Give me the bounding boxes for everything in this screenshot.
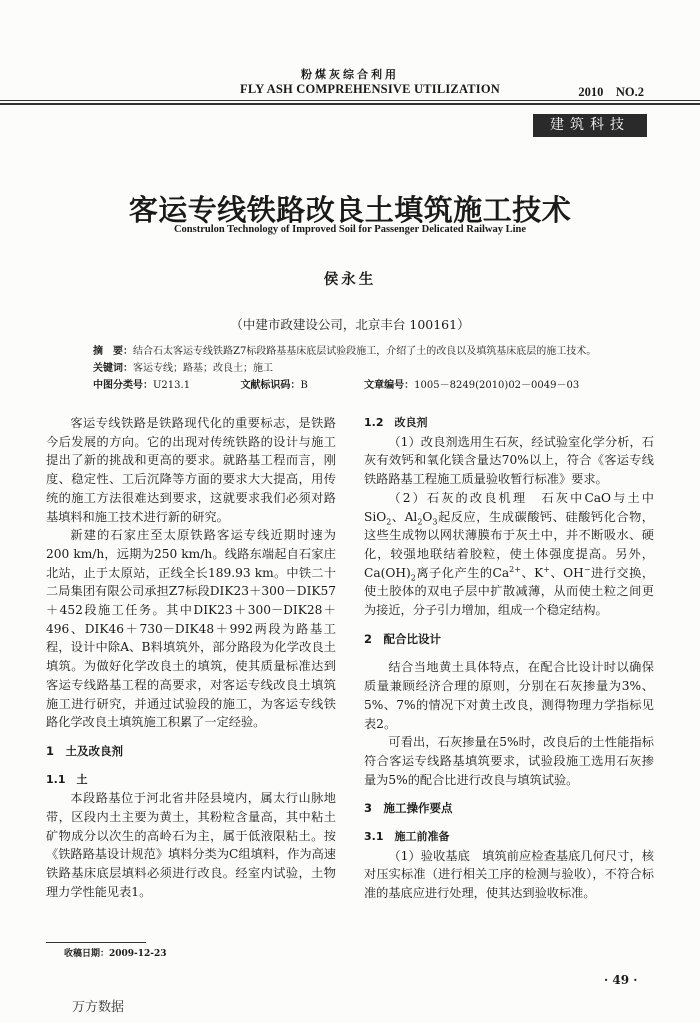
paragraph: 结合当地黄土具体特点，在配合比设计时以确保质量兼顾经济合理的原则，分别在石灰掺量为3%、5%、7%的情况下对黄土改良，测得物理力学指标见表2。	[364, 660, 654, 731]
clc-value: U213.1	[153, 380, 191, 391]
section-heading: 1 土及改良剂	[46, 743, 124, 758]
subsection-heading: 1.2 改良剂	[364, 416, 428, 429]
watermark: 万方数据	[72, 1000, 125, 1015]
paragraph: 可看出，石灰掺量在5%时，改良后的土性能指标符合客运专线路基填筑要求，试验段施工选用石灰掺量为5%的配合比进行改良与填筑试验。	[364, 735, 654, 787]
abstract-label: 摘 要：	[93, 346, 133, 357]
section-label: 建筑科技	[533, 114, 647, 137]
paragraph: （2）石灰的改良机理 石灰中CaO与土中SiO$_2$、$Al_2O_3$起反应，生成碳酸钙、硅酸钙化合物，这些生成物以网状薄膜布于灰土中，并不断吸水、硬化，较强地联结着胶粒，使土体强度提高。另外，$Ca(OH)_2$离子化产生的$Ca^{2+}$、K+、OH−进行交换，使土胶体的双电子层中扩散减薄，从而使土粒之间更为接近，分子引力增加，组成一个稳定结构。	[364, 490, 655, 618]
keywords	[93, 360, 653, 377]
paragraph: （1）改良剂选用生石灰，经试验室化学分析，石灰有效钙和氧化镁含量达70%以上，符合《客运专线铁路路基工程施工质量验收暂行标准》要求。	[364, 434, 654, 487]
doc-code-label: 文献标识码：	[240, 380, 301, 391]
header-rule	[0, 100, 700, 101]
doc-code-value: B	[300, 380, 308, 391]
subsection-heading: 3.1 施工前准备	[364, 830, 450, 844]
article-title-en: Construlon Technology of Improved Soil for Passenger Delicated Railway Line	[173, 224, 527, 235]
article-no-value: 1005－8249(2010)02－0049－03	[414, 380, 580, 391]
left-column	[46, 414, 336, 902]
journal-name-en: FLY ASH COMPREHENSIVE UTILIZATION	[240, 82, 501, 96]
clc-label: 中图分类号：	[93, 380, 153, 391]
paragraph: 客运专线铁路是铁路现代化的重要标志，是铁路今后发展的方向。它的出现对传统铁路的设计与施工提出了新的挑战和更高的要求。就路基工程而言，刚度、稳定性、工后沉降等方面的要求大大提高，用传统的施工方法很难达到要求，这就要求我们必须对路基填料和施工技术进行新的研究。	[46, 416, 336, 524]
author: 侯永生	[323, 271, 377, 288]
right-column	[364, 414, 654, 903]
received-date: 收稿日期：2009-12-23	[64, 949, 167, 959]
keywords-text: 客运专线；路基；改良土；施工	[133, 363, 273, 374]
paragraph: （1）验收基底 填筑前应检查基底几何尺寸，核对压实标准（进行相关工序的检测与验收），不符合标准的基底应进行处理，使其达到验收标准。	[364, 848, 654, 901]
subsection-heading: 1.1 土	[46, 772, 88, 786]
affiliation: （中建市政建设公司，北京丰台 100161）	[230, 317, 470, 332]
abstract	[93, 343, 653, 360]
journal-name-cn: 粉煤灰综合利用	[301, 68, 399, 81]
header-rule-thick	[0, 103, 700, 105]
article-no-label: 文章编号：	[364, 380, 415, 391]
keywords-label: 关键词：	[93, 363, 133, 374]
section-heading: 3 施工操作要点	[364, 801, 453, 816]
page-number: · 49 ·	[604, 973, 638, 987]
paragraph: 新建的石家庄至太原铁路客运专线近期时速为200 km/h，远期为250 km/h。线路东端起自石家庄北站，止于太原站，正线全长189.93 km。中铁二十二局集团有限公司承担Z7标段DIK23＋300－DIK57＋452段施工任务。其中DIK23＋300－DIK28＋496、DIK46＋730－DIK48＋992两段为路基工程，设计中除A、B料填筑外，部分路段为化学改良土填筑。为做好化学改良土的填筑，使其质量标准达到客运专线路基工程的高要求，对客运专线改良土填筑施工进行研究，并通过试验段的施工，为客运专线铁路化学改良土填筑施工积累了一定经验。	[46, 528, 336, 730]
paragraph: 本段路基位于河北省井陉县境内，属太行山脉地带，区段内土主要为黄土，其粉粒含量高，其中粘土矿物成分以次生的高岭石为主，属于低液限粘土。按《铁路路基设计规范》填料分类为C组填料，作为高速铁路基床底层填料必须进行改良。经室内试验，土物理力学性能见表1。	[46, 791, 336, 899]
issue-number: 2010 NO.2	[578, 85, 644, 99]
section-heading: 2 配合比设计	[364, 631, 442, 646]
classification-line	[93, 377, 653, 394]
abstract-text: 结合石太客运专线铁路Z7标段路基基床底层试验段施工，介绍了土的改良以及填筑基床底层的施工技术。	[133, 346, 597, 357]
footnote-rule	[46, 942, 146, 943]
article-title: 客运专线铁路改良土填筑施工技术	[128, 193, 572, 227]
